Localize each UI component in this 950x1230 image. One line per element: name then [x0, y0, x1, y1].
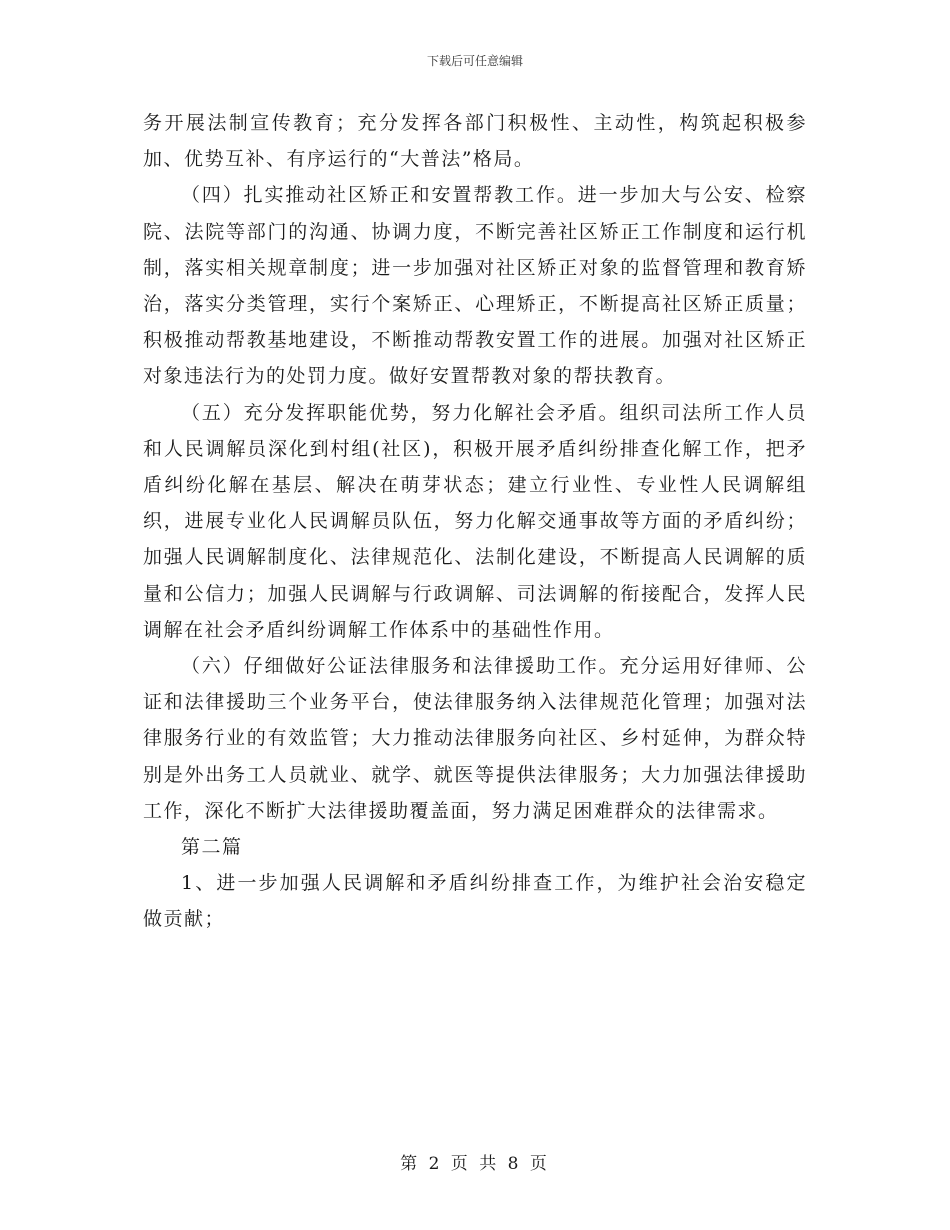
paragraph-section-4: （四）扎实推动社区矫正和安置帮教工作。进一步加大与公安、检察院、法院等部门的沟通、协调力度，不断完善社区矫正工作制度和运行机制，落实相关规章制度；进一步加强对社区矫正对象的监督管理和教育矫治，落实分类管理，实行个案矫正、心理矫正，不断提高社区矫正质量；积极推动帮教基地建设，不断推动帮教安置工作的进展。加强对社区矫正对象违法行为的处罚力度。做好安置帮教对象的帮扶教育。 [143, 184, 807, 388]
paragraph-item-1: 1、进一步加强人民调解和矛盾纠纷排查工作，为维护社会治安稳定做贡献； [143, 872, 807, 931]
paragraph-continuation: 务开展法制宣传教育；充分发挥各部门积极性、主动性，构筑起积极参加、优势互补、有序运行的“大普法”格局。 [143, 112, 807, 171]
section-heading-part-two: 第二篇 [181, 836, 243, 859]
page-number: 第 2 页 共 8 页 [400, 1154, 550, 1174]
document-body [143, 105, 807, 938]
paragraph-section-6: （六）仔细做好公证法律服务和法律援助工作。充分运用好律师、公证和法律援助三个业务平台，使法律服务纳入法律规范化管理；加强对法律服务行业的有效监管；大力推动法律服务向社区、乡村延伸，为群众特别是外出务工人员就业、就学、就医等提供法律服务；大力加强法律援助工作，深化不断扩大法律援助覆盖面，努力满足困难群众的法律需求。 [143, 655, 807, 822]
paragraph-section-5: （五）充分发挥职能优势，努力化解社会矛盾。组织司法所工作人员和人民调解员深化到村组(社区)，积极开展矛盾纠纷排查化解工作，把矛盾纠纷化解在基层、解决在萌芽状态；建立行业性、专业性人民调解组织，进展专业化人民调解员队伍，努力化解交通事故等方面的矛盾纠纷；加强人民调解制度化、法律规范化、法制化建设，不断提高人民调解的质量和公信力；加强人民调解与行政调解、司法调解的衔接配合，发挥人民调解在社会矛盾纠纷调解工作体系中的基础性作用。 [143, 401, 807, 641]
page-header: 下载后可任意编辑 [426, 54, 523, 68]
